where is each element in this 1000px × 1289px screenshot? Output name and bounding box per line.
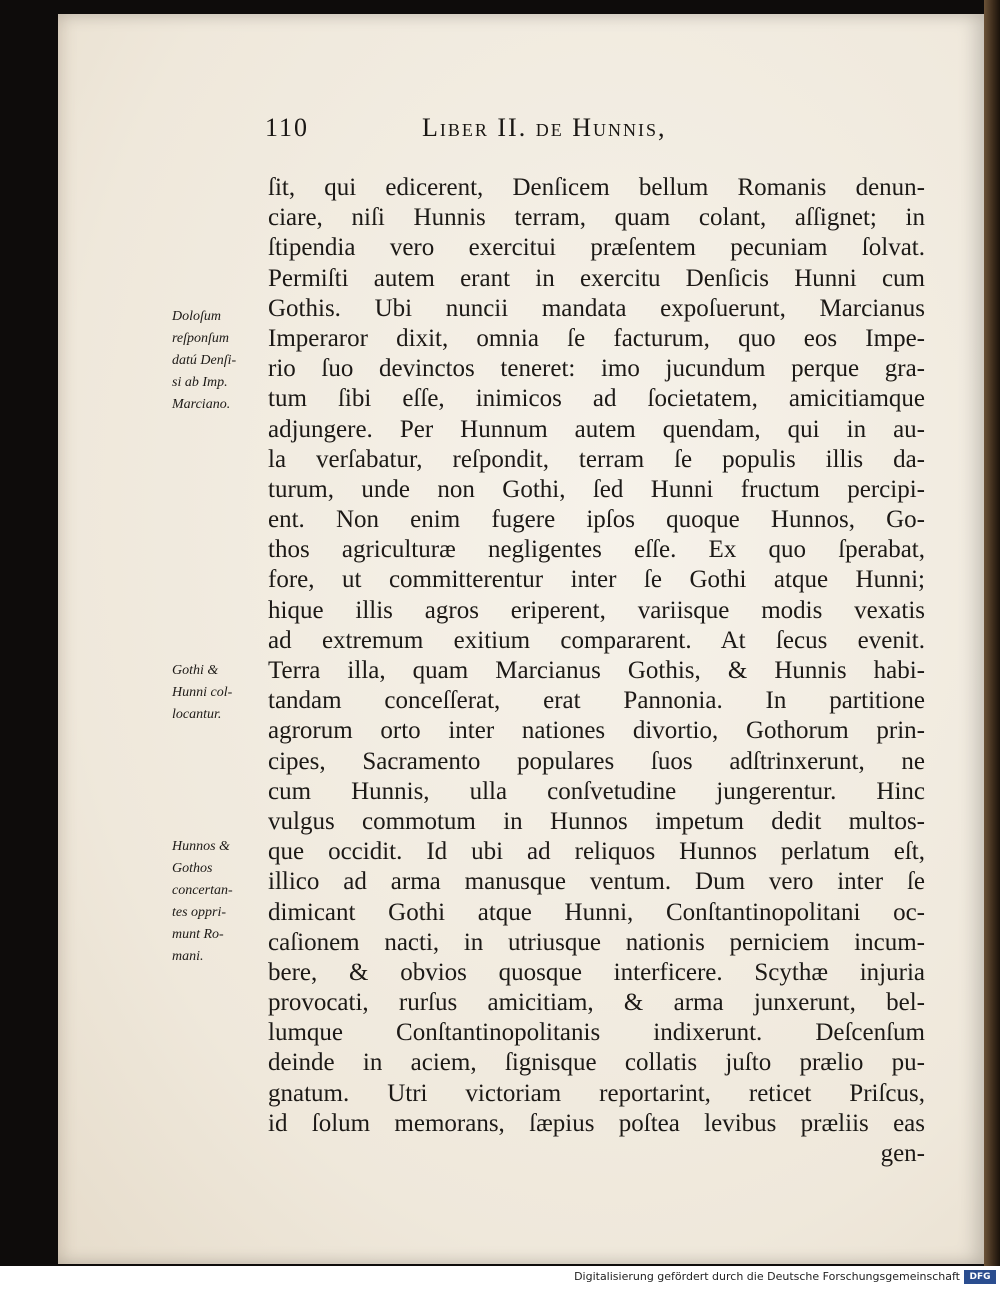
margin-note-line: mani. bbox=[172, 949, 204, 964]
margin-note-line: tes oppri- bbox=[172, 905, 227, 920]
catchword: gen- bbox=[880, 1140, 925, 1167]
text-line: Gothis. Ubi nuncii mandata expoſuerunt, Marcianus bbox=[268, 294, 925, 322]
margin-note-doloſum bbox=[172, 306, 236, 416]
text-line: vulgus commotum in Hunnos impetum dedit multos- bbox=[268, 807, 925, 835]
text-line: deinde in aciem, ſignisque collatis juſto prælio pu- bbox=[268, 1049, 925, 1077]
text-line: ſit, qui edicerent, Denſicem bellum Romanis denun- bbox=[268, 174, 925, 201]
page-header bbox=[265, 113, 925, 149]
text-line: Permiſti autem erant in exercitu Denſicis Hunni cum bbox=[268, 264, 925, 292]
text-line: tandam conceſſerat, erat Pannonia. In partitione bbox=[268, 687, 925, 715]
text-line: thos agriculturæ negligentes eſſe. Ex quo ſperabat, bbox=[268, 536, 925, 564]
text-line: bere, & obvios quosque interficere. Scythæ injuria bbox=[268, 958, 925, 986]
margin-note-gothi bbox=[172, 660, 232, 726]
margin-note-line: concertan- bbox=[172, 883, 233, 898]
text-line: ſtipendia vero exercitui præſentem pecuniam ſolvat. bbox=[268, 234, 925, 262]
text-line: Imperaror dixit, omnia ſe facturum, quo eos Impe- bbox=[268, 324, 925, 352]
text-line: id ſolum memorans, ſæpius poſtea levibus præliis eas bbox=[268, 1109, 925, 1137]
margin-note-line: Hunni col- bbox=[172, 685, 233, 700]
margin-note-line: munt Ro- bbox=[172, 927, 224, 942]
text-line: ent. Non enim fugere ipſos quoque Hunnos, Go- bbox=[268, 506, 925, 534]
margin-note-line: Hunnos & bbox=[172, 839, 230, 854]
running-title: Liber II. de Hunnis, bbox=[422, 113, 667, 142]
text-line: que occidit. Id ubi ad reliquos Hunnos perlatum eſt, bbox=[268, 838, 925, 866]
text-line: illico ad arma manusque ventum. Dum vero inter ſe bbox=[268, 868, 925, 896]
text-line: caſionem nacti, in utriusque nationis perniciem incum- bbox=[268, 928, 925, 956]
margin-note-hunnos bbox=[172, 836, 233, 968]
text-line: tum ſibi eſſe, inimicos ad ſocietatem, amicitiamque bbox=[268, 385, 925, 413]
book-spine-edge bbox=[984, 0, 1000, 1266]
margin-note-line: datú Denſi- bbox=[172, 353, 237, 368]
text-line: adjungere. Per Hunnum autem quendam, qui in au- bbox=[268, 415, 925, 443]
text-line: fore, ut committerentur inter ſe Gothi atque Hunni; bbox=[268, 566, 925, 594]
margin-note-line: Gothos bbox=[172, 861, 213, 876]
text-line: turum, unde non Gothi, ſed Hunni fructum percipi- bbox=[268, 475, 925, 503]
margin-note-line: Doloſum bbox=[172, 309, 221, 324]
text-line: dimicant Gothi atque Hunni, Conſtantinopolitani oc- bbox=[268, 898, 925, 926]
margin-note-line: si ab Imp. bbox=[172, 375, 228, 390]
text-line: gnatum. Utri victoriam reportarint, reticet Priſcus, bbox=[268, 1079, 925, 1107]
page-number: 110 bbox=[265, 113, 310, 142]
funding-credit: Digitalisierung gefördert durch die Deutsche Forschungsgemeinschaft bbox=[574, 1270, 960, 1283]
dfg-logo-icon: DFG bbox=[964, 1270, 996, 1284]
text-line: hique illis agros eriperent, variisque modis vexatis bbox=[268, 596, 925, 624]
body-text bbox=[268, 173, 925, 1169]
text-line: rio ſuo devinctos teneret: imo jucundum perque gra- bbox=[268, 355, 925, 383]
text-line: la verſabatur, reſpondit, terram ſe populis illis da- bbox=[268, 445, 925, 473]
margin-note-line: Gothi & bbox=[172, 663, 219, 678]
text-line: ad extremum exitium compararent. At ſecus evenit. bbox=[268, 626, 925, 654]
margin-note-line: locantur. bbox=[172, 707, 222, 722]
text-line: agrorum orto inter nationes divortio, Gothorum prin- bbox=[268, 717, 925, 745]
text-line: ciare, niſi Hunnis terram, quam colant, aſſignet; in bbox=[268, 204, 925, 232]
margin-note-line: reſponſum bbox=[172, 331, 230, 346]
text-line: provocati, rurſus amicitiam, & arma junxerunt, bel- bbox=[268, 989, 925, 1017]
text-line: cum Hunnis, ulla conſvetudine jungerentur. Hinc bbox=[268, 777, 925, 805]
digitization-footer bbox=[0, 1266, 1000, 1289]
text-line: Terra illa, quam Marcianus Gothis, & Hunnis habi- bbox=[268, 657, 925, 684]
text-line: lumque Conſtantinopolitanis indixerunt. Deſcenſum bbox=[268, 1019, 925, 1047]
text-line: cipes, Sacramento populares ſuos adſtrinxerunt, ne bbox=[268, 747, 925, 775]
margin-note-line: Marciano. bbox=[172, 397, 231, 412]
